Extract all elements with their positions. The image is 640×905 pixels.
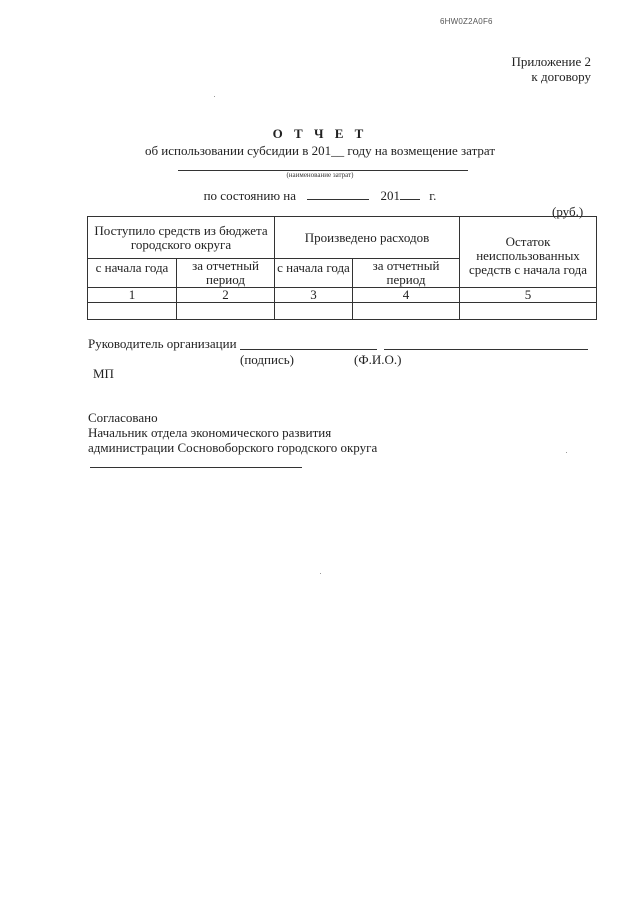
approval-signature-line xyxy=(90,467,302,468)
header-period-2: за отчетный период xyxy=(353,259,460,288)
header-from-start-2: с начала года xyxy=(275,259,353,288)
signature-label: Руководитель организации xyxy=(88,336,237,351)
table-number-row xyxy=(88,288,597,303)
scan-speck xyxy=(320,573,321,574)
signature-line xyxy=(240,349,377,350)
as-of-date xyxy=(0,188,640,204)
header-remainder: Остаток неиспользованных средств с начала года xyxy=(460,217,597,288)
column-number: 2 xyxy=(177,288,275,303)
report-table xyxy=(87,216,597,320)
signature-caption: (подпись) xyxy=(240,352,294,367)
scan-speck xyxy=(214,96,215,97)
approval-line-1: Согласовано xyxy=(88,410,158,425)
approval-block xyxy=(88,410,377,455)
name-line xyxy=(384,349,588,350)
appendix-line-2: к договору xyxy=(531,69,591,84)
table-header-row xyxy=(88,217,597,259)
appendix-line-1: Приложение 2 xyxy=(511,54,591,69)
column-number: 1 xyxy=(88,288,177,303)
header-period-1: за отчетный период xyxy=(177,259,275,288)
approval-line-3: администрации Сосновоборского городского округа xyxy=(88,440,378,455)
data-cell xyxy=(275,303,353,320)
as-of-year: 201 xyxy=(380,188,401,203)
data-cell xyxy=(460,303,597,320)
data-cell xyxy=(177,303,275,320)
as-of-suffix: г. xyxy=(429,188,437,203)
appendix-note xyxy=(511,54,591,84)
date-blank xyxy=(307,188,369,200)
column-number: 4 xyxy=(353,288,460,303)
document-code: 6HW0Z2A0F6 xyxy=(440,17,493,26)
header-received: Поступило средств из бюджета городского округа xyxy=(88,217,275,259)
column-number: 3 xyxy=(275,288,353,303)
report-subtitle: об использовании субсидии в 201__ году на возмещение затрат xyxy=(144,143,496,158)
year-blank xyxy=(400,188,420,200)
currency-unit: (руб.) xyxy=(552,204,584,219)
column-number: 5 xyxy=(460,288,597,303)
name-caption: (Ф.И.О.) xyxy=(354,352,402,367)
scan-speck xyxy=(566,452,567,453)
cost-name-caption: (наименование затрат) xyxy=(286,171,354,179)
data-cell xyxy=(88,303,177,320)
stamp-place: МП xyxy=(93,366,114,381)
data-cell xyxy=(353,303,460,320)
header-spent: Произведено расходов xyxy=(275,217,460,259)
header-from-start-1: с начала года xyxy=(88,259,177,288)
approval-line-2: Начальник отдела экономического развития xyxy=(88,425,332,440)
as-of-prefix: по состоянию на xyxy=(203,188,297,203)
report-title: О Т Ч Е Т xyxy=(272,126,368,141)
table-data-row xyxy=(88,303,597,320)
